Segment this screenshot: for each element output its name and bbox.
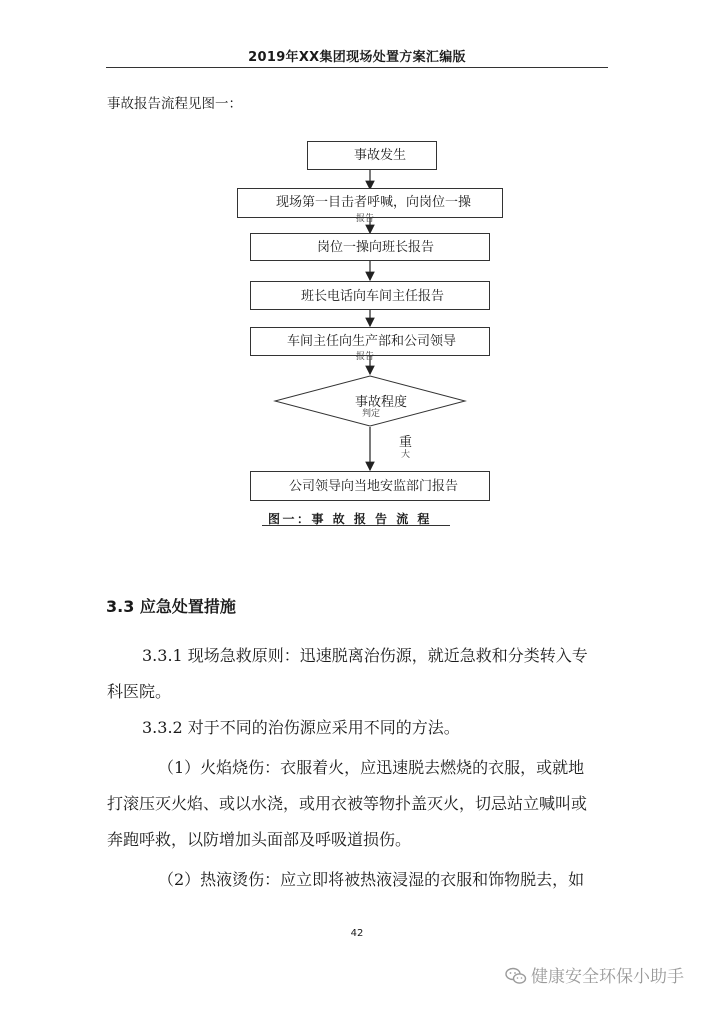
flow-step-operator-reports: [250, 233, 490, 261]
flow-step-label: 公司领导向当地安监部门报告: [289, 479, 459, 494]
flow-step-label: 事故发生: [354, 148, 407, 163]
section-heading: 3.3 应急处置措施: [106, 597, 236, 616]
page-number: 42: [350, 928, 364, 939]
paragraph-line: 打滚压灭火焰、或以水浇，或用衣被等物扑盖灭火，切忌站立喊叫或: [107, 794, 588, 813]
flow-step-accident-occurs: [307, 141, 437, 170]
intro-text: 事故报告流程见图一：: [107, 96, 242, 112]
flow-step-label-fragment: 报告: [356, 352, 375, 362]
page-header-title: 2019年XX集团现场处置方案汇编版: [248, 50, 466, 65]
figure-caption-underline: [262, 525, 450, 526]
paragraph-line: （2）热液烫伤：应立即将被热液浸湿的衣服和饰物脱去，如: [158, 870, 585, 889]
paragraph-line: 奔跑呼救，以防增加头面部及呼吸道损伤。: [107, 830, 412, 849]
decision-label: 事故程度: [355, 395, 408, 410]
flow-step-label: 班长电话向车间主任报告: [301, 289, 445, 304]
paragraph-line: 3.3.1 现场急救原则：迅速脱离治伤源，就近急救和分类转入专: [142, 646, 588, 665]
paragraph-line: 3.3.2 对于不同的治伤源应采用不同的方法。: [142, 718, 460, 737]
watermark: [505, 962, 684, 990]
flow-step-label: 现场第一目击者呼喊，向岗位一操: [276, 195, 472, 210]
paragraph-line: （1）火焰烧伤：衣服着火，应迅速脱去燃烧的衣服，或就地: [158, 758, 585, 777]
branch-label-fragment: 大: [401, 450, 411, 460]
paragraph-line: 科医院。: [107, 682, 172, 701]
figure-caption: 图一：事 故 报 告 流 程: [268, 512, 432, 526]
wechat-icon: [505, 967, 527, 990]
watermark-text: 健康安全环保小助手: [531, 967, 684, 987]
flow-step-label: 岗位一操向班长报告: [317, 240, 435, 255]
branch-label: 重: [399, 435, 413, 450]
flow-step-label-fragment: 报告: [356, 214, 375, 224]
flow-step-label: 车间主任向生产部和公司领导: [287, 334, 457, 349]
flow-step-monitor-reports: [250, 281, 490, 310]
flow-step-company-reports: [250, 471, 490, 501]
decision-label-fragment: 判定: [362, 409, 381, 419]
